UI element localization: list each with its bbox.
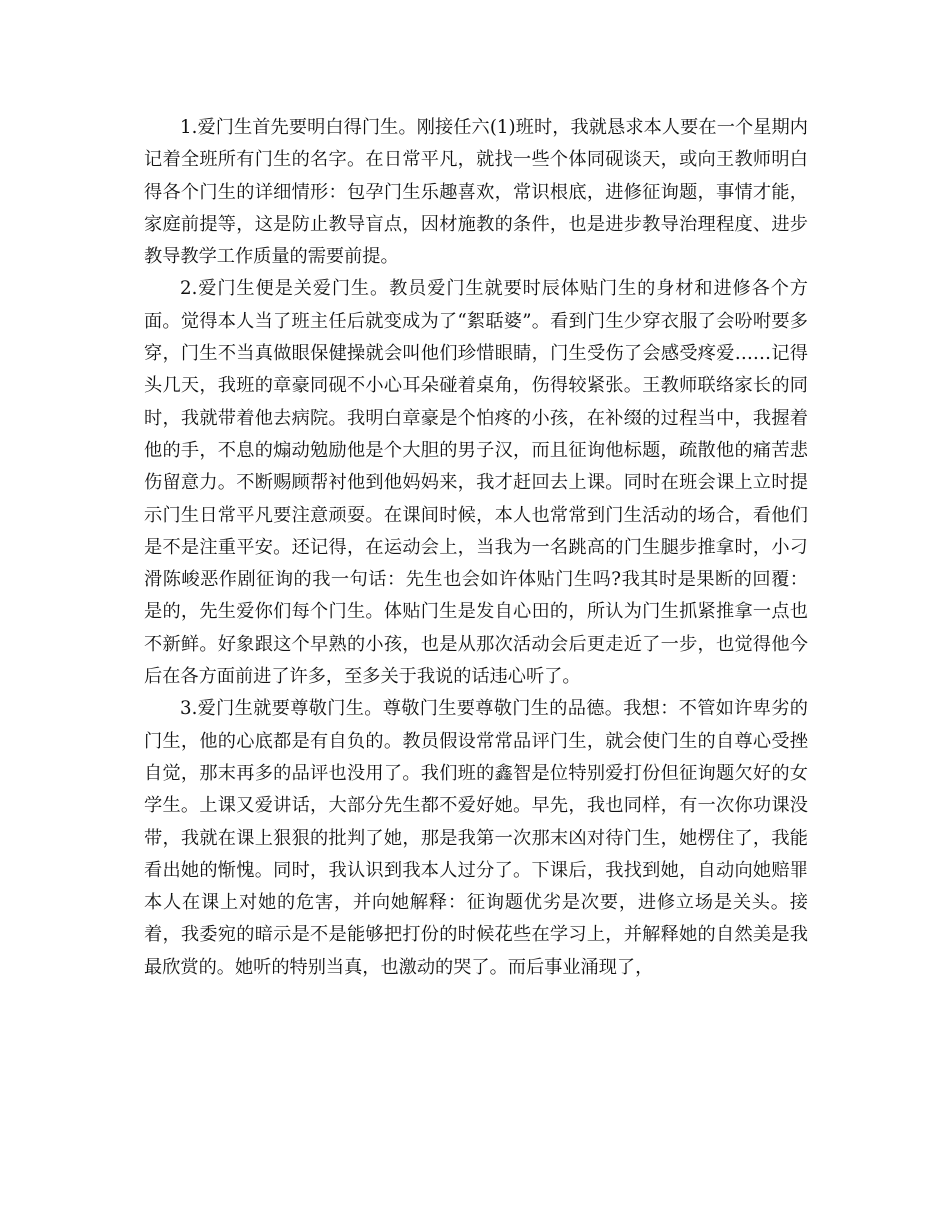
paragraph-3: 3.爱门生就要尊敬门生。尊敬门生要尊敬门生的品德。我想：不管如许卑劣的门生，他的心底都是有自负的。教员假设常常品评门生，就会使门生的自尊心受挫自觉，那末再多的品评也没用了。我们班的鑫智是位特别爱打份但征询题欠好的女学生。上课又爱讲话，大部分先生都不爱好她。早先，我也同样，有一次你功课没带，我就在课上狠狠的批判了她，那是我第一次那末凶对待门生，她楞住了，我能看出她的惭愧。同时，我认识到我本人过分了。下课后，我找到她，自动向她赔罪本人在课上对她的危害，并向她解释：征询题优劣是次要，进修立场是关头。接着，我委宛的暗示是不是能够把打份的时候花些在学习上，并解释她的自然美是我最欣赏的。她听的特别当真，也激动的哭了。而后事业涌现了， [144,698,808,978]
paragraph-1: 1.爱门生首先要明白得门生。刚接任六(1)班时，我就恳求本人要在一个星期内记着全班所有门生的名字。在日常平凡，就找一些个体同砚谈天，或向王教师明白得各个门生的详细情形：包孕门生乐趣喜欢，常识根底，进修征询题，事情才能，家庭前提等，这是防止教导盲点，因材施教的条件，也是进步教导治理程度、进步教导教学工作质量的需要前提。 [144,117,808,268]
document-body [144,112,808,984]
paragraph-2: 2.爱门生便是关爱门生。教员爱门生就要时辰体贴门生的身材和进修各个方面。觉得本人当了班主任后就变成为了“絮聒婆”。看到门生少穿衣服了会吩咐要多穿，门生不当真做眼保健操就会叫他们珍惜眼睛，门生受伤了会感受疼爱……记得头几天，我班的章豪同砚不小心耳朵碰着桌角，伤得较紧张。王教师联络家长的同时，我就带着他去病院。我明白章豪是个怕疼的小孩，在补缀的过程当中，我握着他的手，不息的煽动勉励他是个大胆的男子汉，而且征询他标题，疏散他的痛苦悲伤留意力。不断赐顾帮衬他到他妈妈来，我才赶回去上课。同时在班会课上立时提示门生日常平凡要注意顽耍。在课间时候，本人也常常到门生活动的场合，看他们是不是注重平安。还记得，在运动会上，当我为一名跳高的门生腿步推拿时，小刁滑陈峻恶作剧征询的我一句话：先生也会如许体贴门生吗?我其时是果断的回覆：是的，先生爱你们每个门生。体贴门生是发自心田的，所认为门生抓紧推拿一点也不新鲜。好象跟这个早熟的小孩，也是从那次活动会后更走近了一步，也觉得他今后在各方面前进了许多，至多关于我说的话违心听了。 [144,278,808,688]
